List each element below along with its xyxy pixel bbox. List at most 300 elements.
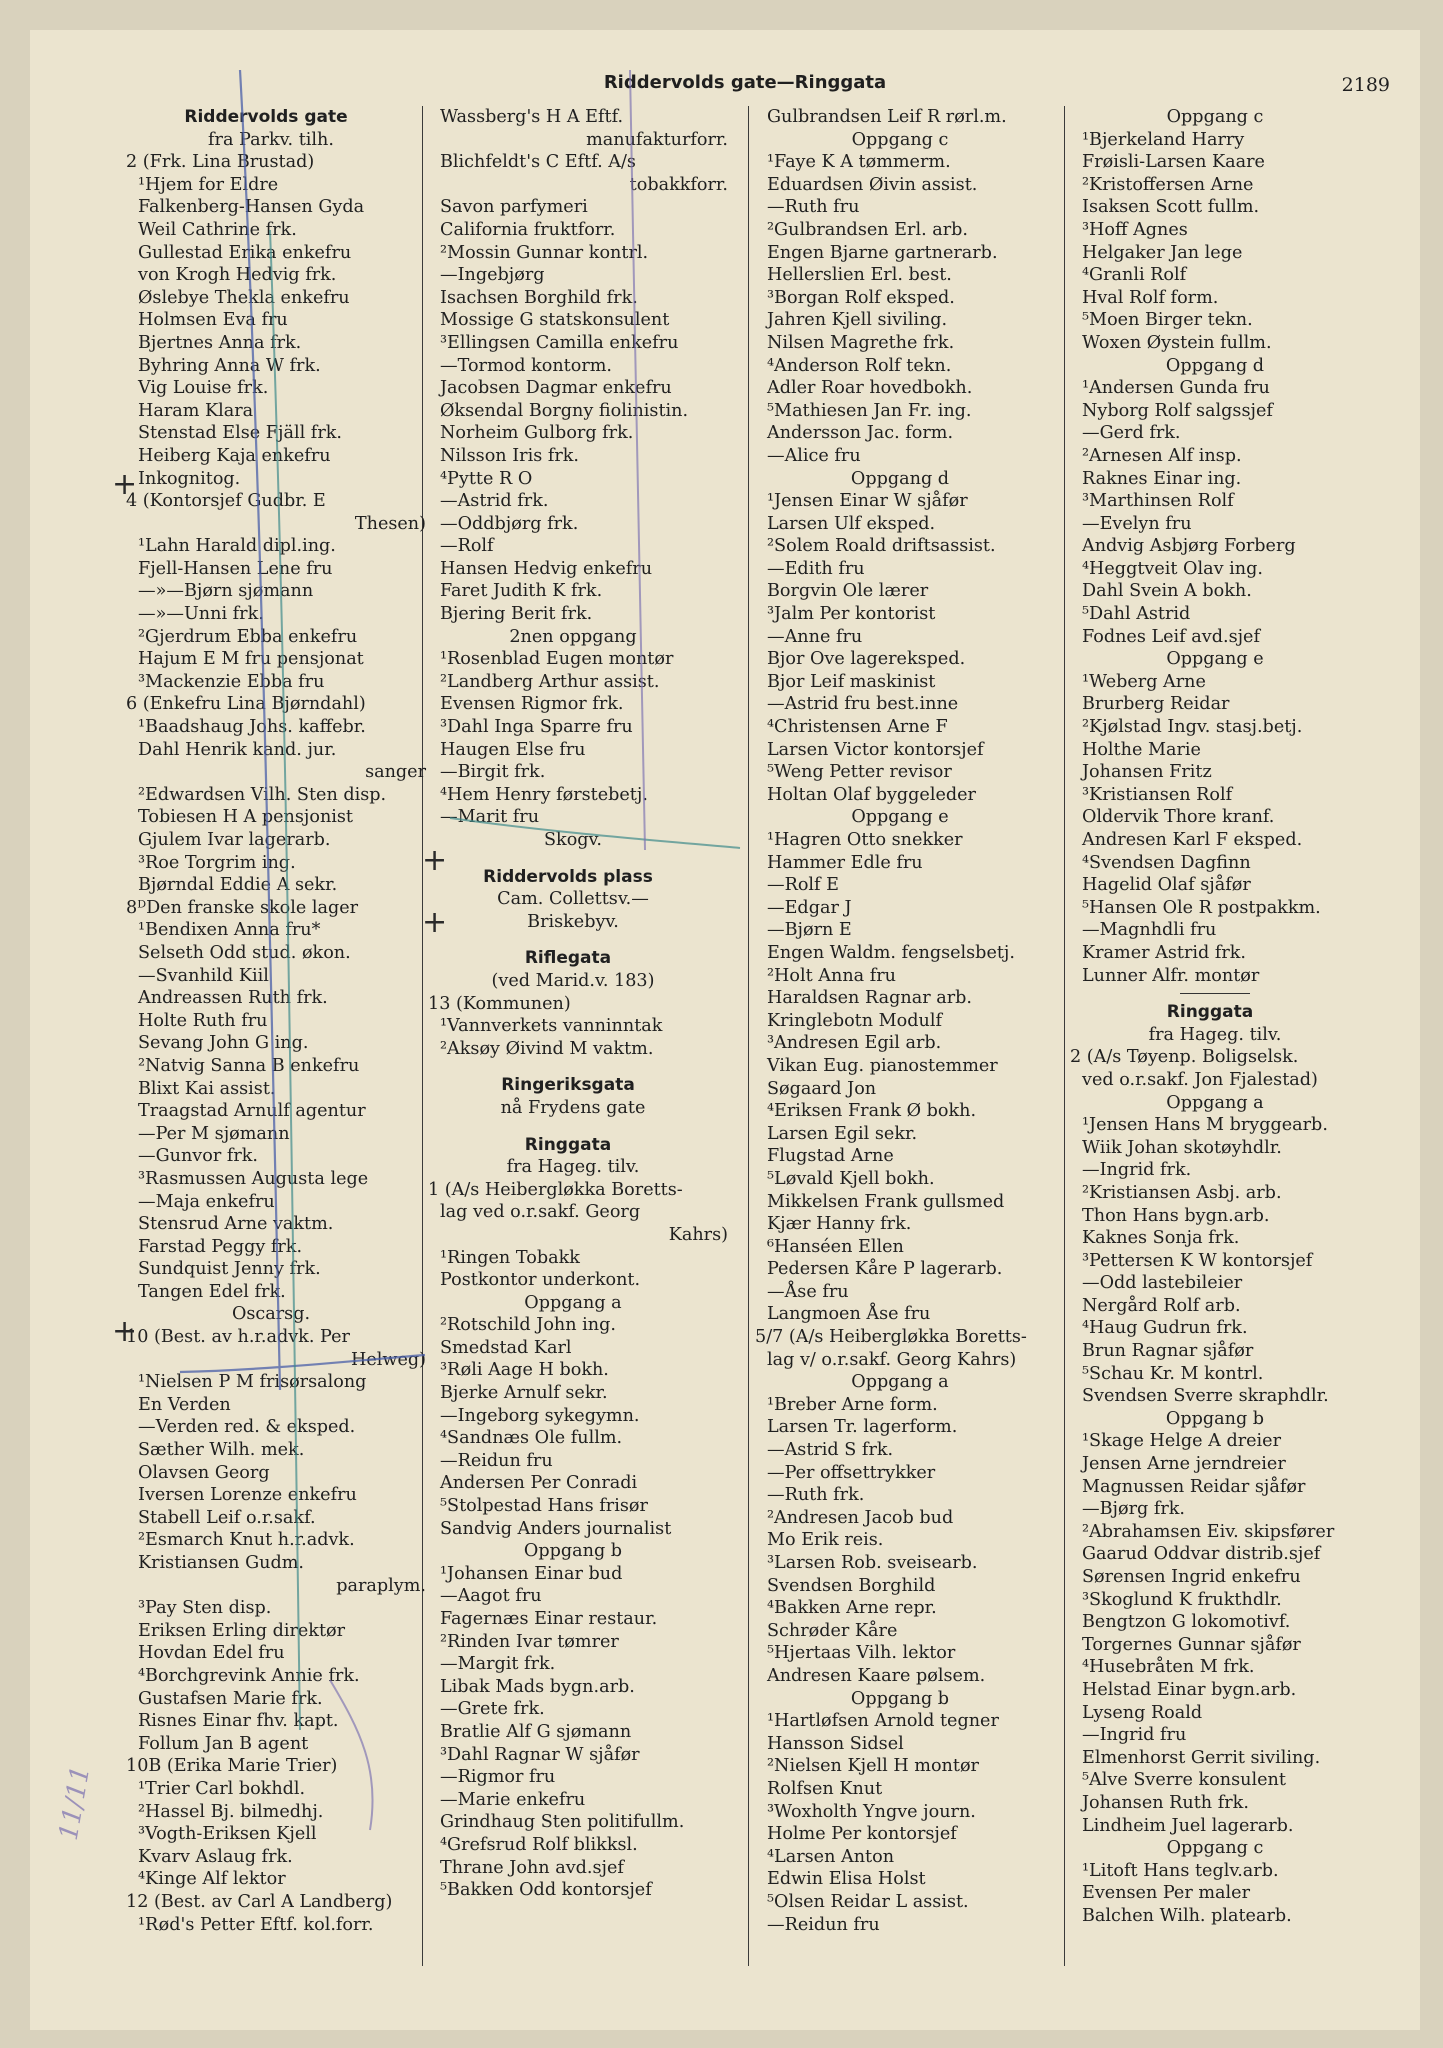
directory-entry: Bengtzon G lokomotivf. (1082, 1612, 1291, 1633)
directory-entry: ⁴Christensen Arne F (767, 717, 948, 738)
directory-entry: Hammer Edle fru (767, 852, 923, 873)
directory-entry: Dahl Svein A bokh. (1082, 581, 1252, 602)
section-subheading: Oppgang b (1165, 1408, 1265, 1429)
directory-entry: Postkontor underkont. (440, 1270, 641, 1291)
directory-entry: 2 (A/s Tøyenp. Boligselsk. (1070, 1047, 1299, 1068)
directory-entry: ⁴Kinge Alf lektor (138, 1869, 286, 1890)
directory-entry: 4 (Kontorsjef Gudbr. E (126, 491, 326, 512)
directory-entry: Frøisli-Larsen Kaare (1082, 152, 1265, 173)
directory-entry: Øslebye Thekla enkefru (138, 287, 350, 308)
directory-entry: ⁴Hem Henry førstebetj. (440, 784, 648, 805)
directory-entry: Pedersen Kåre P lagerarb. (767, 1259, 1003, 1280)
section-subheading: Skogv. (543, 830, 602, 850)
directory-entry: manufakturforr. (586, 129, 728, 150)
directory-entry: ²Aksøy Øivind M vaktm. (440, 1038, 654, 1059)
directory-entry: Falkenberg-Hansen Gyda (138, 197, 365, 218)
directory-entry: Helstad Einar bygn.arb. (1082, 1679, 1297, 1700)
directory-entry: ¹Breber Arne form. (767, 1394, 938, 1415)
directory-entry: ²Abrahamsen Eiv. skipsfører (1082, 1521, 1335, 1542)
directory-entry: Andvig Asbjørg Forberg (1082, 536, 1296, 557)
spacer (428, 1120, 743, 1134)
directory-entry: Hajum E M fru pensjonat (138, 649, 364, 670)
directory-entry: ⁵Olsen Reidar L assist. (767, 1891, 969, 1912)
directory-entry: ²Andresen Jacob bud (767, 1507, 954, 1528)
directory-entry: —Anne fru (767, 626, 863, 647)
section-subheading: Oppgang c (1166, 1838, 1264, 1859)
spacer (428, 933, 743, 947)
directory-entry: Haram Klara (138, 400, 254, 421)
directory-entry: —Oddbjørg frk. (440, 513, 579, 534)
directory-entry: 5/7 (A/s Heibergløkka Boretts- (755, 1327, 1027, 1348)
directory-entry: Larsen Tr. lagerform. (767, 1417, 958, 1438)
directory-entry: —Ruth frk. (767, 1485, 865, 1506)
directory-entry: ²Edwardsen Vilh. Sten disp. (138, 784, 387, 805)
directory-entry: —»—Bjørn sjømann (138, 581, 314, 602)
section-subheading: fra Hageg. tilv. (506, 1157, 640, 1178)
directory-entry: Norheim Gulborg frk. (440, 423, 634, 444)
directory-entry: Wiik Johan skotøyhdlr. (1082, 1137, 1282, 1158)
directory-entry: Andresen Karl F eksped. (1082, 830, 1303, 850)
directory-entry: Gustafsen Marie frk. (138, 1688, 323, 1709)
directory-entry: —Per M sjømann (138, 1123, 290, 1144)
section-subheading: nå Frydens gate (500, 1097, 646, 1118)
directory-entry: —Gunvor frk. (138, 1146, 259, 1167)
directory-entry: —Edith fru (767, 558, 865, 579)
directory-entry: ⁵Mathiesen Jan Fr. ing. (767, 400, 972, 421)
directory-entry: Larsen Egil sekr. (767, 1123, 918, 1144)
directory-entry: 2 (Frk. Lina Brustad) (126, 152, 315, 173)
directory-entry: ¹Baadshaug Johs. kaffebr. (138, 717, 366, 738)
directory-entry: ³Larsen Rob. sveisearb. (767, 1553, 978, 1573)
spacer (428, 1060, 743, 1074)
directory-entry: Helweg) (351, 1349, 426, 1370)
directory-entry: —Ingrid fru (1082, 1725, 1187, 1746)
directory-entry: lag v/ o.r.sakf. Georg Kahrs) (767, 1349, 1017, 1370)
directory-entry: Engen Bjarne gartnerarb. (767, 242, 998, 263)
directory-entry: Heiberg Kaja enkefru (138, 445, 331, 466)
directory-entry: Jahren Kjell siviling. (767, 310, 948, 331)
spacer (428, 852, 743, 866)
directory-entry: 6 (Enkefru Lina Bjørndahl) (126, 694, 366, 715)
directory-entry: ³Pay Sten disp. (138, 1598, 272, 1619)
directory-entry: Gulbrandsen Leif R rørl.m. (767, 107, 1007, 127)
directory-entry: Johansen Fritz (1082, 762, 1212, 783)
directory-entry: Traagstad Arnulf agentur (138, 1101, 366, 1122)
section-subheading: fra Hageg. tilv. (1148, 1024, 1282, 1045)
directory-column-3 (755, 106, 1070, 1936)
directory-entry: —Magnhdli fru (1082, 920, 1217, 941)
section-subheading: Oppgang d (850, 468, 950, 489)
directory-entry: 12 (Best. av Carl A Landberg) (126, 1891, 393, 1912)
directory-entry: —Aagot fru (440, 1586, 542, 1607)
directory-entry: En Verden (138, 1394, 231, 1415)
street-heading: Ringgata (524, 1134, 612, 1155)
directory-entry: Gaarud Oddvar distrib.sjef (1082, 1544, 1321, 1565)
section-subheading: (ved Marid.v. 183) (491, 970, 655, 991)
directory-entry: ²Gjerdrum Ebba enkefru (138, 626, 358, 647)
section-subheading: Oppgang d (1165, 355, 1265, 376)
directory-entry: Holthe Marie (1082, 739, 1201, 760)
directory-entry: ²Solem Roald driftsassist. (767, 536, 996, 557)
street-heading: Ringgata (1166, 1002, 1254, 1023)
directory-entry: Byhring Anna W frk. (138, 355, 321, 376)
directory-entry: Balchen Wilh. platearb. (1082, 1905, 1292, 1926)
directory-entry: Vikan Eug. pianostemmer (767, 1055, 998, 1076)
directory-entry: Holme Per kontorsjef (767, 1824, 957, 1845)
page-title: Riddervolds gate—Ringgata (603, 72, 887, 93)
directory-entry: ³Kristiansen Rolf (1082, 784, 1233, 805)
directory-entry: 10B (Erika Marie Trier) (126, 1756, 338, 1777)
margin-cross: + (422, 905, 448, 940)
section-subheading: Oppgang c (851, 129, 949, 150)
directory-entry: Larsen Victor kontorsjef (767, 739, 984, 760)
directory-entry: Holtan Olaf byggeleder (767, 784, 976, 805)
directory-entry: Oldervik Thore kranf. (1082, 807, 1275, 828)
section-subheading: Oppgang b (523, 1541, 623, 1562)
directory-entry: —Rolf E (767, 875, 840, 896)
directory-entry: Kvarv Aslaug frk. (138, 1846, 293, 1867)
directory-entry: Mossige G statskonsulent (440, 310, 670, 331)
section-subheading: Briskebyv. (527, 911, 619, 932)
directory-entry: Evensen Rigmor frk. (440, 694, 624, 715)
directory-entry: Bjor Leif maskinist (767, 671, 936, 692)
directory-entry: —Ingeborg sykegymn. (440, 1405, 640, 1426)
directory-entry: Brurberg Reidar (1082, 694, 1230, 715)
street-heading: Riddervolds plass (483, 866, 653, 887)
directory-entry: Stensrud Arne vaktm. (138, 1214, 334, 1235)
directory-entry: ¹Weberg Arne (1082, 671, 1206, 692)
directory-entry: ⁵Moen Birger tekn. (1082, 310, 1253, 331)
directory-entry: ⁵Bakken Odd kontorsjef (440, 1880, 652, 1901)
directory-entry: ¹Skage Helge A dreier (1082, 1431, 1282, 1452)
street-heading: Ringeriksgata (501, 1075, 635, 1096)
directory-entry: ⁴Larsen Anton (767, 1846, 895, 1867)
directory-entry: Sørensen Ingrid enkefru (1082, 1567, 1301, 1587)
section-subheading: Cam. Collettsv.— (497, 889, 649, 910)
directory-entry: Dahl Henrik kand. jur. (138, 739, 337, 760)
directory-entry: ⁵Dahl Astrid (1082, 604, 1191, 625)
directory-entry: —Reidun fru (440, 1450, 553, 1471)
directory-entry: ⁴Haug Gudrun frk. (1082, 1318, 1248, 1339)
directory-entry: —Alice fru (767, 445, 861, 466)
directory-entry: ¹Hartløfsen Arnold tegner (767, 1711, 999, 1732)
directory-entry: Farstad Peggy frk. (138, 1236, 303, 1257)
directory-entry: —Astrid fru best.inne (767, 694, 959, 715)
directory-entry: —Verden red. & eksped. (138, 1417, 356, 1438)
page-header (30, 72, 1420, 102)
directory-entry: ²Nielsen Kjell H montør (767, 1756, 979, 1777)
directory-entry: Haraldsen Ragnar arb. (767, 988, 972, 1009)
directory-entry: —Rolf (440, 536, 494, 557)
directory-entry: lag ved o.r.sakf. Georg (440, 1202, 641, 1223)
directory-column-4 (1070, 106, 1385, 1928)
directory-entry: —Åse fru (767, 1281, 849, 1302)
directory-entry: ³Dahl Ragnar W sjåfør (440, 1744, 640, 1765)
directory-entry: ²Kjølstad Ingv. stasj.betj. (1082, 717, 1303, 738)
directory-entry: ⁴Heggtveit Olav ing. (1082, 558, 1263, 579)
directory-entry: —Birgit frk. (440, 762, 546, 783)
directory-entry: ³Mackenzie Ebba fru (138, 671, 325, 692)
directory-entry: ²Landberg Arthur assist. (440, 671, 660, 692)
directory-entry: Kristiansen Gudm. (138, 1553, 305, 1573)
street-heading: Riddervolds gate (184, 107, 348, 127)
directory-entry: ⁴Anderson Rolf tekn. (767, 355, 952, 376)
directory-entry: Øksendal Borgny fiolinistin. (440, 400, 689, 421)
directory-entry: Lindheim Juel lagerarb. (1082, 1815, 1294, 1836)
directory-entry: Blixt Kai assist. (138, 1078, 276, 1099)
directory-entry: Andersen Per Conradi (440, 1473, 638, 1494)
directory-entry: Nergård Rolf arb. (1082, 1295, 1241, 1316)
directory-entry: ¹Hjem for Eldre (138, 174, 279, 195)
directory-entry: Flugstad Arne (767, 1146, 894, 1167)
directory-entry: Nilsen Magrethe frk. (767, 332, 955, 353)
directory-entry: —Ingebjørg (440, 265, 545, 286)
directory-entry: —Marie enkefru (440, 1789, 586, 1810)
directory-entry: Gullestad Erika enkefru (138, 242, 352, 263)
directory-entry: Magnussen Reidar sjåfør (1082, 1476, 1306, 1497)
directory-entry: Mikkelsen Frank gullsmed (767, 1191, 1005, 1212)
directory-entry: Tangen Edel frk. (138, 1281, 286, 1302)
directory-entry: ³Borgan Rolf eksped. (767, 287, 955, 308)
directory-entry: ¹Hagren Otto snekker (767, 830, 963, 850)
directory-entry: ⁵Weng Petter revisor (767, 762, 952, 783)
directory-entry: Hellerslien Erl. best. (767, 265, 952, 286)
directory-entry: ¹Faye K A tømmerm. (767, 152, 951, 173)
directory-entry: Risnes Einar fhv. kapt. (138, 1711, 339, 1732)
directory-entry: ¹Lahn Harald dipl.ing. (138, 536, 336, 557)
directory-entry: —Ingrid frk. (1082, 1160, 1192, 1181)
directory-entry: Larsen Ulf eksped. (767, 513, 936, 534)
directory-entry: Libak Mads bygn.arb. (440, 1676, 635, 1697)
directory-entry: Inkognitog. (138, 468, 241, 489)
directory-entry: ¹Jensen Hans M bryggearb. (1082, 1115, 1328, 1136)
directory-entry: Weil Cathrine frk. (138, 219, 297, 240)
section-subheading: Oppgang a (1166, 1092, 1264, 1113)
directory-entry: ²Rinden Ivar tømrer (440, 1631, 619, 1652)
directory-entry: ⁵Hansen Ole R postpakkm. (1082, 897, 1321, 918)
section-subheading: Oppgang e (1166, 649, 1264, 670)
directory-entry: Schrøder Kåre (767, 1620, 898, 1641)
directory-entry: Kjær Hanny frk. (767, 1214, 912, 1235)
directory-entry: ³Andresen Egil arb. (767, 1033, 942, 1054)
directory-entry: Sundquist Jenny frk. (138, 1259, 321, 1280)
directory-entry: ²Kristiansen Asbj. arb. (1082, 1182, 1282, 1203)
directory-entry: ¹Trier Carl bokhdl. (138, 1778, 306, 1799)
directory-entry: ⁴Granli Rolf (1082, 265, 1187, 286)
directory-entry: ²Holt Anna fru (767, 965, 896, 986)
directory-entry: Helgaker Jan lege (1082, 242, 1243, 263)
directory-entry: Andreassen Ruth frk. (138, 988, 328, 1009)
section-subheading: fra Parkv. tilh. (208, 129, 334, 150)
directory-entry: Nyborg Rolf salgssjef (1082, 400, 1273, 421)
directory-entry: Eriksen Erling direktør (138, 1620, 346, 1641)
page-number: 2189 (1341, 74, 1390, 96)
directory-entry: ⁴Husebråten M frk. (1082, 1657, 1255, 1678)
directory-entry: paraplym. (336, 1575, 426, 1596)
directory-entry: Blichfeldt's C Eftf. A/s (440, 152, 636, 173)
directory-entry: —Edgar J (767, 897, 852, 918)
section-subheading: Oscarsg. (231, 1304, 311, 1325)
directory-entry: Jensen Arne jerndreier (1082, 1454, 1286, 1475)
directory-entry: Hovdan Edel fru (138, 1643, 285, 1664)
directory-entry: Iversen Lorenze enkefru (138, 1485, 357, 1506)
directory-entry: Fodnes Leif avd.sjef (1082, 626, 1260, 647)
directory-entry: ²Gulbrandsen Erl. arb. (767, 219, 969, 240)
directory-entry: —Gerd frk. (1082, 423, 1181, 444)
section-subheading: 2nen oppgang (509, 626, 637, 647)
directory-entry: ¹Rød's Petter Eftf. kol.forr. (138, 1914, 374, 1935)
margin-cross: + (422, 843, 448, 878)
directory-entry: ⁵Alve Sverre konsulent (1082, 1770, 1286, 1791)
section-subheading: Oppgang b (850, 1688, 950, 1709)
directory-entry: ³Roe Torgrim ing. (138, 852, 296, 873)
directory-entry: ³Pettersen K W kontorsjef (1082, 1250, 1313, 1271)
directory-entry: Torgernes Gunnar sjåfør (1082, 1634, 1301, 1655)
directory-entry: Selseth Odd stud. økon. (138, 942, 351, 963)
directory-entry: Adler Roar hovedbokh. (767, 378, 973, 399)
directory-entry: ⁶Hanséen Ellen (767, 1236, 904, 1257)
section-subheading: Oppgang a (851, 1372, 949, 1393)
directory-entry: Evensen Per maler (1082, 1883, 1250, 1904)
directory-entry: Søgaard Jon (767, 1078, 877, 1099)
directory-entry: Faret Judith K frk. (440, 581, 603, 602)
directory-entry: —Margit frk. (440, 1654, 556, 1675)
directory-entry: Tobiesen H A pensjonist (138, 807, 353, 828)
directory-entry: Kaknes Sonja frk. (1082, 1228, 1240, 1249)
column-divider (748, 106, 749, 1966)
directory-entry: ²Natvig Sanna B enkefru (138, 1055, 360, 1076)
directory-entry: Svendsen Sverre skraphdlr. (1082, 1386, 1329, 1407)
directory-entry: Bjering Berit frk. (440, 604, 593, 625)
directory-entry: —Reidun fru (767, 1914, 880, 1935)
directory-entry: ⁴Grefsrud Rolf blikksl. (440, 1834, 638, 1855)
directory-entry: Smedstad Karl (440, 1337, 572, 1358)
directory-entry: ¹Nielsen P M frisørsalong (138, 1372, 367, 1393)
directory-entry: Engen Waldm. fengselsbetj. (767, 942, 1015, 963)
directory-entry: —Bjørg frk. (1082, 1499, 1186, 1520)
directory-entry: —Odd lastebileier (1082, 1273, 1243, 1294)
directory-entry: Kramer Astrid frk. (1082, 942, 1247, 963)
directory-entry: Wassberg's H A Eftf. (440, 107, 624, 127)
directory-entry: Svendsen Borghild (767, 1575, 936, 1596)
directory-entry: ¹Ringen Tobakk (440, 1247, 580, 1268)
directory-entry: ²Arnesen Alf insp. (1082, 445, 1242, 466)
street-heading: Riflegata (524, 948, 612, 969)
spacer (1070, 987, 1385, 1001)
directory-entry: ²Rotschild John ing. (440, 1315, 616, 1336)
directory-entry: ³Rasmussen Augusta lege (138, 1168, 369, 1189)
directory-entry: Stabell Leif o.r.sakf. (138, 1507, 316, 1528)
directory-entry: ⁴Borchgrevink Annie frk. (138, 1665, 360, 1686)
directory-entry: ¹Rosenblad Eugen montør (440, 649, 674, 670)
directory-entry: Hansson Sidsel (767, 1733, 904, 1754)
directory-entry: Woxen Øystein fullm. (1082, 332, 1272, 353)
margin-cross: + (112, 467, 138, 502)
directory-entry: —Astrid frk. (440, 491, 549, 512)
directory-entry: Rolfsen Knut (767, 1778, 883, 1799)
directory-entry: Bjertnes Anna frk. (138, 332, 302, 353)
directory-entry: ³Skoglund K frukthdlr. (1082, 1589, 1282, 1610)
directory-entry: ⁵Stolpestad Hans frisør (440, 1496, 648, 1517)
directory-entry: Isaksen Scott fullm. (1082, 197, 1260, 218)
directory-entry: Savon parfymeri (440, 197, 588, 218)
directory-entry: Vig Louise frk. (138, 378, 269, 399)
directory-entry: Sæther Wilh. mek. (138, 1440, 305, 1461)
directory-entry: Kringlebotn Modulf (767, 1010, 943, 1031)
directory-entry: —Marit fru (440, 807, 540, 828)
directory-entry: —Maja enkefru (138, 1191, 275, 1212)
section-subheading: Oppgang c (1166, 107, 1264, 127)
directory-entry: ⁵Løvald Kjell bokh. (767, 1168, 935, 1189)
directory-entry: Fagernæs Einar restaur. (440, 1609, 658, 1629)
directory-entry: 1 (A/s Heibergløkka Boretts- (428, 1179, 683, 1200)
directory-entry: Kahrs) (668, 1224, 728, 1245)
directory-entry: ⁴Pytte R O (440, 468, 533, 489)
directory-entry: Holmsen Eva fru (138, 310, 288, 331)
directory-entry: Langmoen Åse fru (767, 1304, 931, 1325)
directory-entry: Isachsen Borghild frk. (440, 287, 638, 308)
directory-entry: ¹Vannverkets vanninntak (440, 1016, 663, 1037)
directory-entry: —Grete frk. (440, 1699, 545, 1720)
directory-entry: Gjulem Ivar lagerarb. (138, 830, 331, 850)
directory-entry: Raknes Einar ing. (1082, 468, 1242, 489)
directory-entry: 8ᴰDen franske skole lager (126, 897, 359, 918)
directory-entry: —Bjørn E (767, 920, 852, 941)
directory-entry: Bratlie Alf G sjømann (440, 1721, 632, 1742)
directory-entry: ⁵Schau Kr. M kontrl. (1082, 1363, 1264, 1384)
directory-entry: ⁵Hjertaas Vilh. lektor (767, 1643, 956, 1664)
directory-entry: ⁴Bakken Arne repr. (767, 1598, 937, 1619)
directory-entry: Grindhaug Sten politifullm. (440, 1812, 685, 1833)
directory-entry: Sandvig Anders journalist (440, 1518, 672, 1539)
directory-entry: ³Dahl Inga Sparre fru (440, 717, 633, 738)
directory-entry: ved o.r.sakf. Jon Fjalestad) (1082, 1069, 1318, 1090)
directory-entry: ¹Johansen Einar bud (440, 1563, 623, 1584)
directory-entry: sanger (365, 762, 426, 783)
section-subheading: Oppgang e (851, 807, 949, 828)
directory-entry: ³Røli Aage H bokh. (440, 1360, 609, 1381)
directory-entry: —Per offsettrykker (767, 1462, 936, 1483)
directory-entry: Hansen Hedvig enkefru (440, 558, 653, 579)
directory-entry: ⁴Svendsen Dagfinn (1082, 852, 1251, 873)
directory-entry: —Astrid S frk. (767, 1440, 894, 1461)
directory-entry: ¹Bjerkeland Harry (1082, 129, 1245, 150)
directory-entry: ³Marthinsen Rolf (1082, 491, 1234, 512)
directory-entry: ¹Andersen Gunda fru (1082, 378, 1270, 399)
directory-entry: —Svanhild Kiil (138, 965, 269, 986)
directory-entry: ³Hoff Agnes (1082, 219, 1188, 240)
directory-entry: Andersson Jac. form. (767, 423, 954, 444)
directory-entry: Bjor Ove lagereksped. (767, 649, 966, 670)
directory-entry: von Krogh Hedvig frk. (138, 265, 337, 286)
directory-entry: Thon Hans bygn.arb. (1082, 1205, 1270, 1226)
directory-entry: Johansen Ruth frk. (1082, 1792, 1249, 1813)
directory-entry: Bjerke Arnulf sekr. (440, 1383, 608, 1404)
directory-page (30, 30, 1420, 2030)
directory-entry: Edwin Elisa Holst (767, 1869, 926, 1890)
directory-entry: Elmenhorst Gerrit siviling. (1082, 1747, 1321, 1768)
directory-entry: California fruktforr. (440, 219, 616, 240)
directory-entry: Lyseng Roald (1082, 1702, 1203, 1723)
directory-entry: Borgvin Ole lærer (767, 581, 929, 602)
directory-entry: Hagelid Olaf sjåfør (1082, 875, 1251, 896)
directory-entry: tobakkforr. (629, 174, 728, 195)
directory-entry: Haugen Else fru (440, 739, 586, 760)
directory-entry: —»—Unni frk. (138, 604, 264, 625)
directory-entry: ²Kristoffersen Arne (1082, 174, 1254, 195)
directory-entry: Lunner Alfr. montør (1082, 965, 1260, 986)
directory-entry: Eduardsen Øivin assist. (767, 174, 978, 195)
